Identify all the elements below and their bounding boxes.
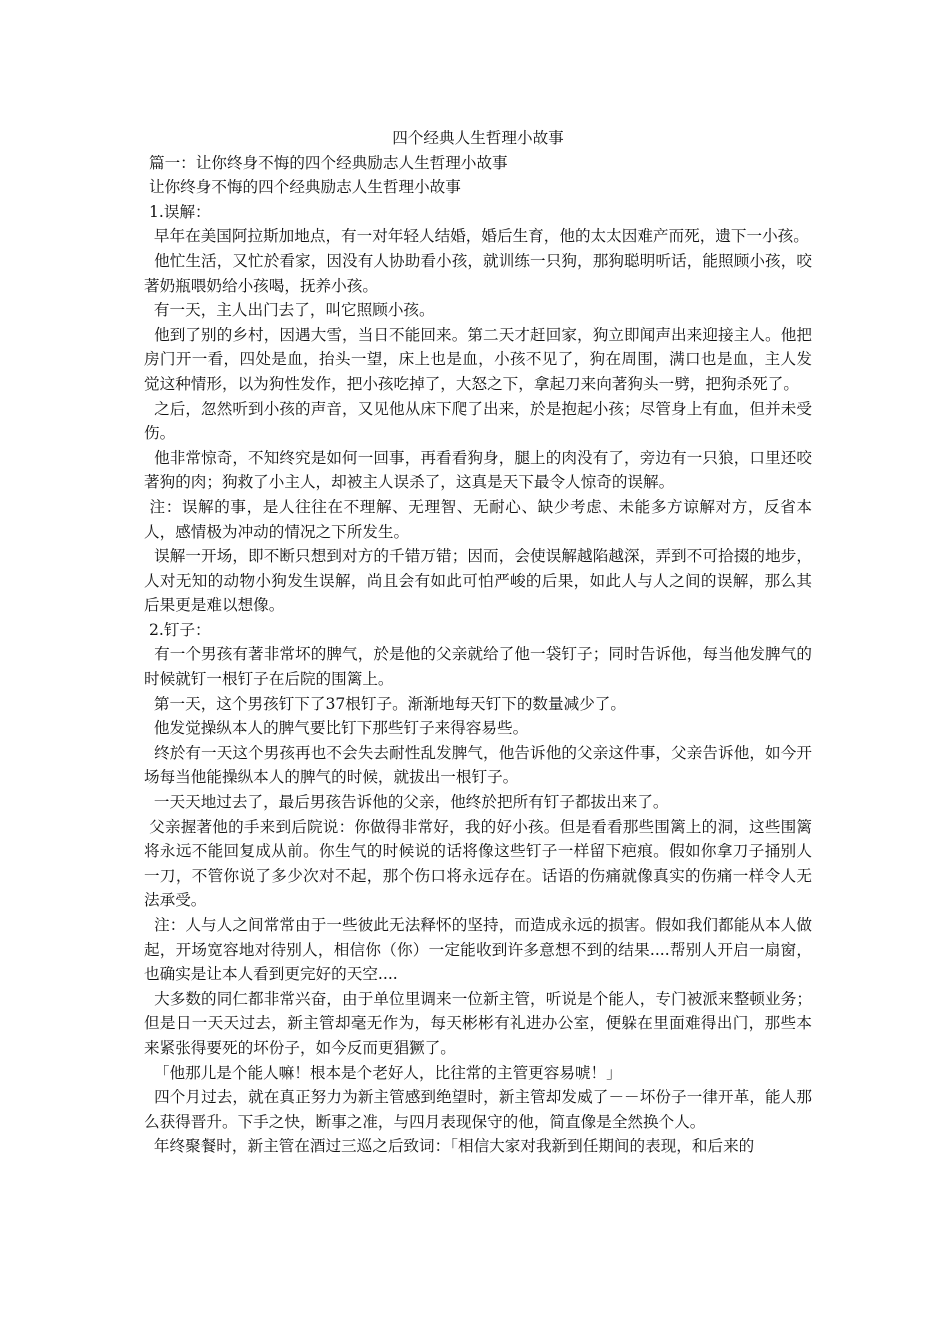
paragraph: 第一天，这个男孩钉下了37根钉子。渐渐地每天钉下的数量减少了。 [144, 694, 626, 713]
paragraph: 他忙生活，又忙於看家，因没有人协助看小孩，就训练一只狗，那狗聪明听话，能照顾小孩，咬著奶瓶喂奶给小孩喝，抚养小孩。 [144, 251, 812, 295]
paragraph: 他非常惊奇，不知终究是如何一回事，再看看狗身，腿上的肉没有了，旁边有一只狼，口里还咬著狗的肉；狗救了小主人，却被主人误杀了，这真是天下最令人惊奇的误解。 [144, 448, 812, 492]
paragraph: 之后，忽然听到小孩的声音，又见他从床下爬了出来，於是抱起小孩；尽管身上有血，但并未受伤。 [144, 399, 812, 443]
paragraph: 「他那儿是个能人嘛！根本是个老好人，比往常的主管更容易唬！」 [144, 1063, 622, 1082]
paragraph: 四个月过去，就在真正努力为新主管感到绝望时，新主管却发威了－－坏份子一律开革，能人那么获得晋升。下手之快，断事之准，与四月表现保守的他，简直像是全然换个人。 [144, 1088, 812, 1131]
paragraph: 终於有一天这个男孩再也不会失去耐性乱发脾气，他告诉他的父亲这件事，父亲告诉他，如今开场每当他能操纵本人的脾气的时候，就拔出一根钉子。 [144, 743, 812, 787]
paragraph: 让你终身不悔的四个经典励志人生哲理小故事 [144, 178, 461, 197]
paragraph: 他到了别的乡村，因遇大雪，当日不能回来。第二天才赶回家，狗立即闻声出来迎接主人。他把房门开一看，四处是血，抬头一望，床上也是血，小孩不见了，狗在周围，满口也是血，主人发觉这种情形，以为狗性发作，把小孩吃掉了，大怒之下，拿起刀来向著狗头一劈，把狗杀死了。 [144, 325, 812, 393]
paragraph: 误解一开场，即不断只想到对方的千错万错；因而，会使误解越陷越深，弄到不可拾掇的地步，人对无知的动物小狗发生误解，尚且会有如此可怕严峻的后果，如此人与人之间的误解，那么其后果更是难以想像。 [144, 547, 812, 615]
document-body [144, 151, 812, 1159]
paragraph: 早年在美国阿拉斯加地点，有一对年轻人结婚，婚后生育，他的太太因难产而死，遗下一小孩。 [144, 227, 809, 246]
paragraph: 1.误解： [144, 202, 211, 221]
paragraph: 注：人与人之间常常由于一些彼此无法释怀的坚持，而造成永远的损害。假如我们都能从本人做起，开场宽容地对待别人，相信你（你）一定能收到许多意想不到的结果....帮别人开启一扇窗，也确实是让本人看到更完好的天空.... [144, 916, 812, 984]
paragraph: 有一个男孩有著非常坏的脾气，於是他的父亲就给了他一袋钉子；同时告诉他，每当他发脾气的时候就钉一根钉子在后院的围篱上。 [144, 645, 812, 689]
paragraph: 注：误解的事，是人往往在不理解、无理智、无耐心、缺少考虑、未能多方谅解对方，反省本人，感情极为冲动的情况之下所发生。 [144, 497, 812, 541]
paragraph: 他发觉操纵本人的脾气要比钉下那些钉子来得容易些。 [144, 719, 529, 738]
paragraph: 一天天地过去了，最后男孩告诉他的父亲，他终於把所有钉子都拔出来了。 [144, 793, 669, 812]
paragraph: 有一天，主人出门去了，叫它照顾小孩。 [144, 301, 435, 320]
page-title: 四个经典人生哲理小故事 [392, 129, 564, 147]
paragraph: 年终聚餐时，新主管在酒过三巡之后致词：「相信大家对我新到任期间的表现，和后来的 [144, 1137, 755, 1156]
paragraph: 大多数的同仁都非常兴奋，由于单位里调来一位新主管，听说是个能人，专门被派来整顿业务；但是日一天天过去，新主管却毫无作为，每天彬彬有礼进办公室，便躲在里面难得出门，那些本来紧张得要死的坏份子，如今反而更猖獗了。 [144, 989, 812, 1057]
paragraph: 篇一：让你终身不悔的四个经典励志人生哲理小故事 [144, 153, 508, 172]
paragraph: 父亲握著他的手来到后院说：你做得非常好，我的好小孩。但是看看那些围篱上的洞，这些围篱将永远不能回复成从前。你生气的时候说的话将像这些钉子一样留下疤痕。假如你拿刀子捅别人一刀，不管你说了多少次对不起，那个伤口将永远存在。话语的伤痛就像真实的伤痛一样令人无法承受。 [144, 817, 812, 910]
document-page [144, 126, 812, 1159]
paragraph: 2.钉子： [144, 620, 211, 639]
